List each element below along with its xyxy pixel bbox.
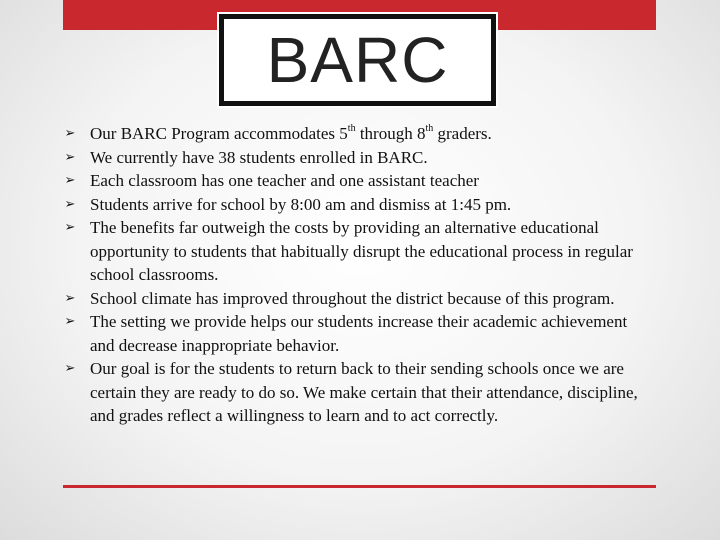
bullet-list <box>60 122 650 428</box>
bullet-item <box>60 193 650 217</box>
bullet-item <box>60 216 650 287</box>
bullet-item <box>60 357 650 428</box>
arrow-bullet-icon: ➢ <box>64 361 76 376</box>
arrow-bullet-icon: ➢ <box>64 314 76 329</box>
title-box <box>219 14 496 106</box>
bottom-accent-rule <box>63 485 656 488</box>
bullet-item <box>60 122 650 146</box>
bullet-item <box>60 169 650 193</box>
slide-title: BARC <box>266 24 449 96</box>
arrow-bullet-icon: ➢ <box>64 126 76 141</box>
bullet-item <box>60 146 650 170</box>
bullet-text: The setting we provide helps our students increase their academic achievement and decrease inappropriate behavior. <box>90 312 628 355</box>
bullet-text: Our goal is for the students to return back to their sending schools once we are certain they are ready to do so. We make certain that their attendance, discipline, and grades reflect a willingness to learn and to act correctly. <box>90 359 638 425</box>
arrow-bullet-icon: ➢ <box>64 196 76 212</box>
bullet-item <box>60 310 650 357</box>
arrow-bullet-icon: ➢ <box>64 173 76 188</box>
bullet-item <box>60 287 650 311</box>
bullet-text: Students arrive for school by 8:00 am and dismiss at 1:45 pm. <box>90 194 512 214</box>
arrow-bullet-icon: ➢ <box>64 149 76 165</box>
bullet-text: School climate has improved throughout the district because of this program. <box>90 288 615 308</box>
bullet-text: The benefits far outweigh the costs by providing an alternative educational opportunity to students that habitually disrupt the educational process in regular school classrooms. <box>90 218 633 284</box>
bullet-text: Our BARC Program accommodates 5th through 8th graders. <box>90 123 492 143</box>
arrow-bullet-icon: ➢ <box>64 290 76 306</box>
bullet-text: Each classroom has one teacher and one assistant teacher <box>90 171 479 190</box>
arrow-bullet-icon: ➢ <box>64 220 76 235</box>
bullet-text: We currently have 38 students enrolled in BARC. <box>90 147 428 167</box>
